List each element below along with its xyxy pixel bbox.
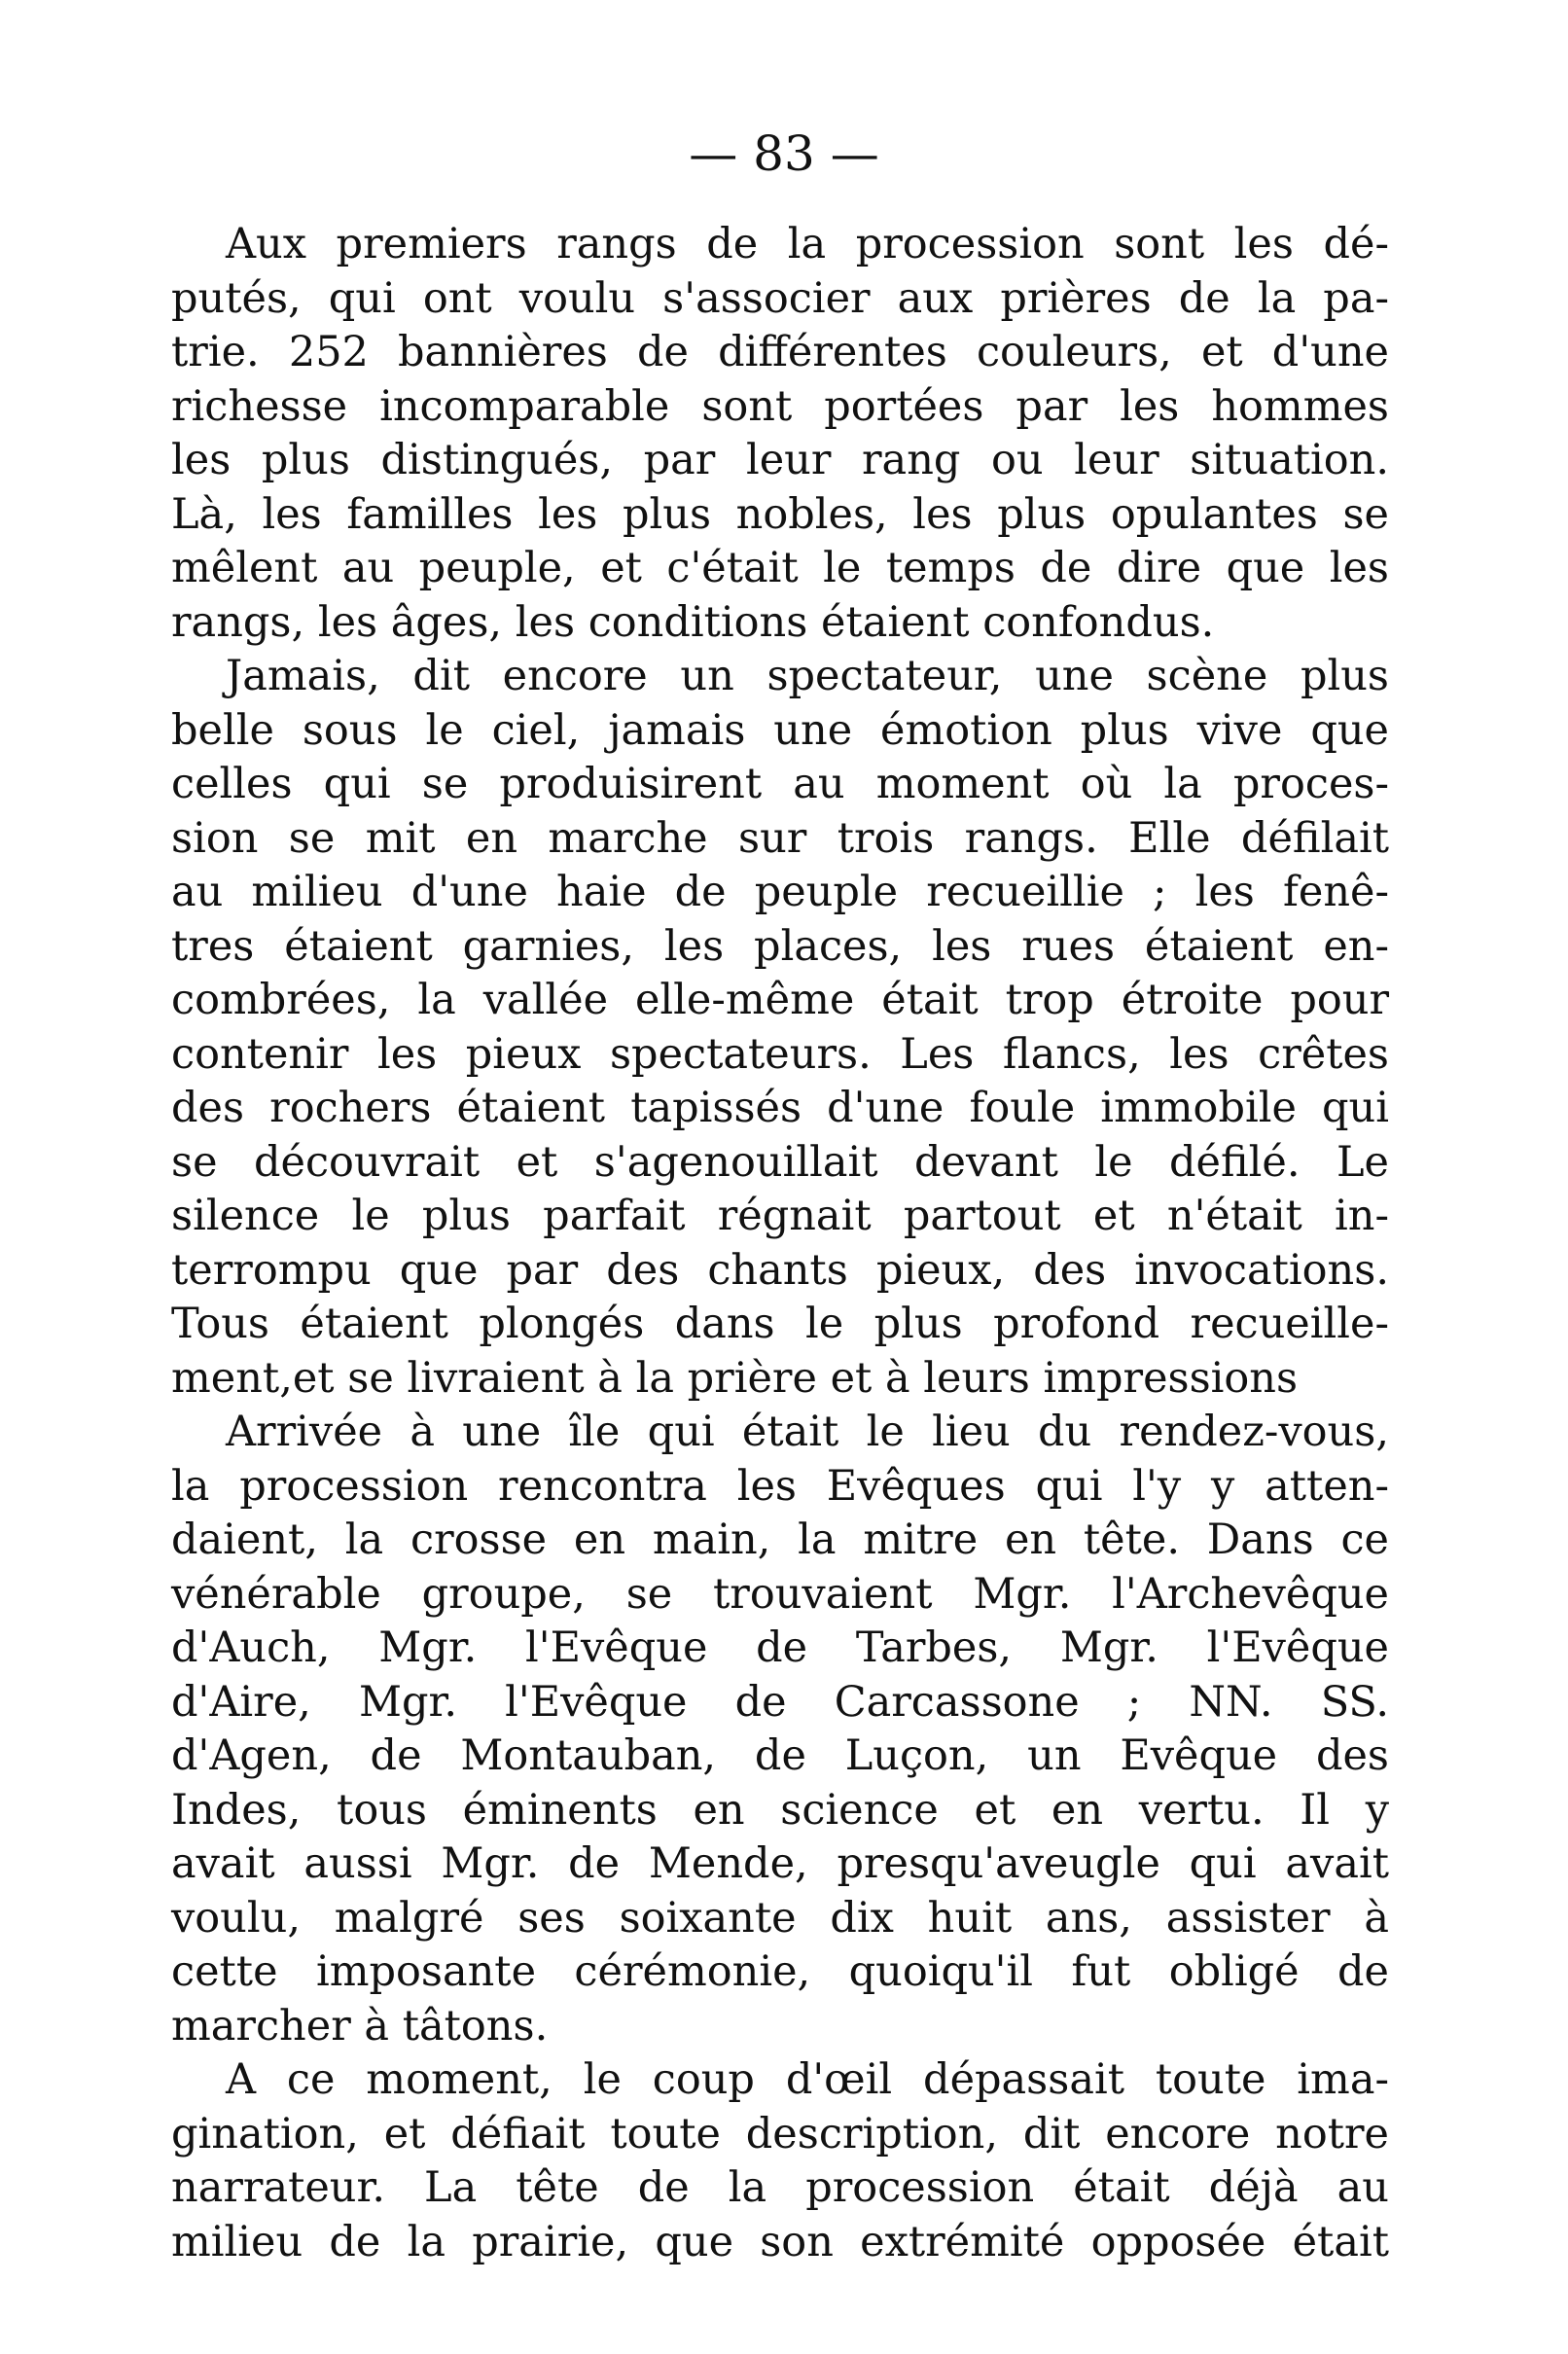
text-line: silence le plus parfait régnait partout et n'était in- [171, 1192, 1389, 1240]
text-line: au milieu d'une haie de peuple recueillie ; les fenê- [171, 868, 1389, 916]
text-line: tres étaient garnies, les places, les rues étaient en- [171, 921, 1389, 971]
text-line: Jamais, dit encore un spectateur, une scène plus [226, 652, 1389, 700]
text-line: Aux premiers rangs de la procession sont les dé- [226, 220, 1389, 268]
text-line: marcher à tâtons. [171, 2001, 549, 2051]
text-line: celles qui se produisirent au moment où la proces- [171, 760, 1389, 808]
text-line: trie. 252 bannières de différentes couleurs, et d'une [171, 328, 1389, 376]
text-line: Là, les familles les plus nobles, les plus opulantes se [171, 489, 1389, 539]
text-line: sion se mit en marche sur trois rangs. Elle défilait [171, 813, 1389, 863]
text-line: rangs, les âges, les conditions étaient confondus. [171, 597, 1215, 647]
text-line: belle sous le ciel, jamais une émotion plus vive que [171, 705, 1389, 755]
text-line: cette imposante cérémonie, quoiqu'il fut obligé de [171, 1947, 1389, 1996]
text-line: mêlent au peuple, et c'était le temps de dire que les [171, 544, 1389, 592]
text-line: combrées, la vallée elle-même était trop étroite pour [171, 976, 1389, 1024]
text-line: ment,et se livraient à la prière et à leurs impressions [171, 1353, 1299, 1403]
text-line: se découvrait et s'agenouillait devant le défilé. Le [171, 1137, 1389, 1187]
text-line: d'Aire, Mgr. l'Evêque de Carcassone ; NN. SS. [171, 1677, 1389, 1727]
text-line: d'Agen, de Montauban, de Luçon, un Evêque des [171, 1731, 1389, 1780]
page-number: — 83 — [689, 125, 879, 182]
text-line: vénérable groupe, se trouvaient Mgr. l'Archevêque [171, 1569, 1389, 1619]
text-line: d'Auch, Mgr. l'Evêque de Tarbes, Mgr. l'Evêque [171, 1623, 1389, 1672]
text-line: terrompu que par des chants pieux, des invocations. [171, 1245, 1389, 1295]
text-line: Indes, tous éminents en science et en vertu. Il y [171, 1785, 1389, 1835]
text-line: contenir les pieux spectateurs. Les flancs, les crêtes [171, 1029, 1389, 1079]
text-line: avait aussi Mgr. de Mende, presqu'aveugle qui avait [171, 1839, 1389, 1888]
text-line: voulu, malgré ses soixante dix huit ans, assister à [171, 1893, 1389, 1943]
text-line: A ce moment, le coup d'œil dépassait toute ima- [226, 2055, 1389, 2104]
text-line: Tous étaient plongés dans le plus profond recueille- [171, 1300, 1389, 1348]
text-line: gination, et défiait toute description, dit encore notre [171, 2109, 1389, 2158]
text-line: milieu de la prairie, que son extrémité opposée était [171, 2217, 1389, 2266]
text-line: des rochers étaient tapissés d'une foule immobile qui [171, 1084, 1389, 1132]
text-line: richesse incomparable sont portées par les hommes [171, 381, 1389, 431]
text-line: daient, la crosse en main, la mitre en tête. Dans ce [171, 1516, 1389, 1564]
text-line: putés, qui ont voulu s'associer aux prières de la pa- [171, 273, 1389, 323]
text-line: Arrivée à une île qui était le lieu du rendez-vous, [226, 1408, 1389, 1456]
text-line: les plus distingués, par leur rang ou leur situation. [171, 436, 1389, 484]
body-text [171, 218, 1389, 2269]
text-line: la procession rencontra les Evêques qui l'y y atten- [171, 1461, 1389, 1511]
text-line: narrateur. La tête de la procession était déjà au [171, 2163, 1389, 2212]
